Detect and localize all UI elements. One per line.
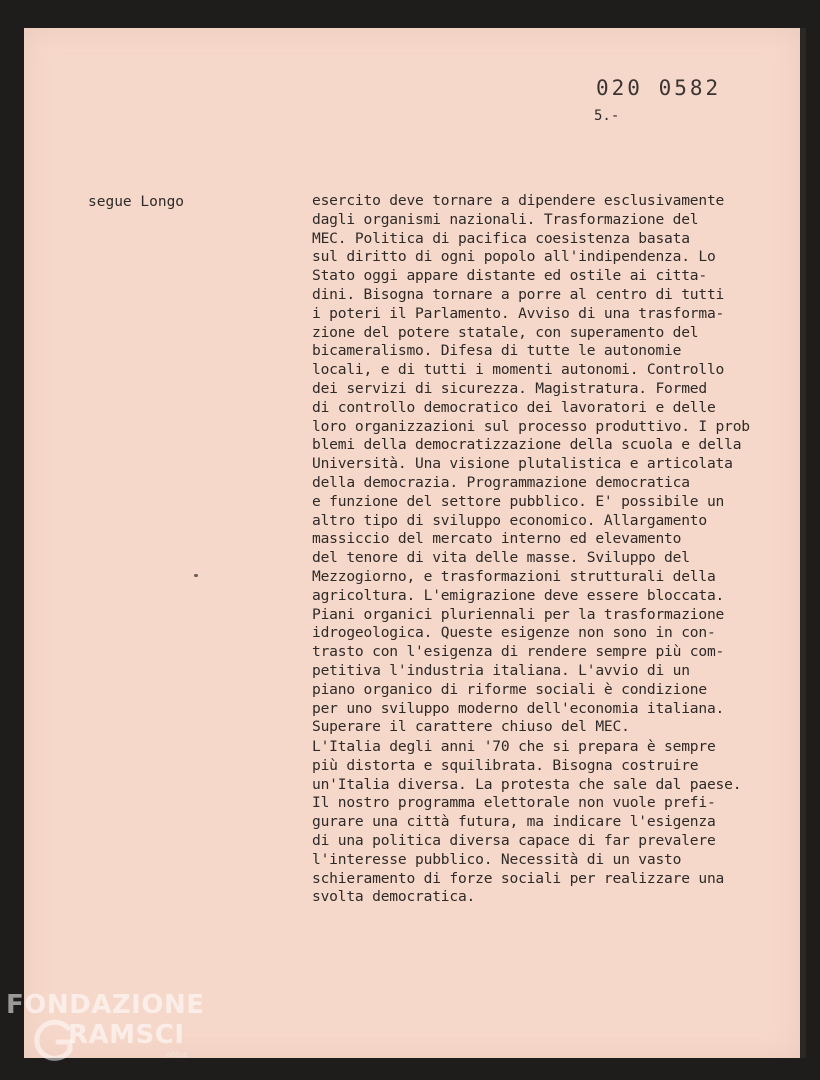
text-line: massiccio del mercato interno ed elevamento — [312, 530, 682, 548]
text-line: Superare il carattere chiuso del MEC. — [312, 718, 630, 736]
text-line: e funzione del settore pubblico. E' possibile un — [312, 492, 725, 510]
ink-speck — [194, 574, 198, 577]
text-line: dagli organismi nazionali. Trasformazione del — [312, 210, 699, 228]
text-line: trasto con l'esigenza di rendere sempre più com- — [312, 643, 725, 661]
text-line: schieramento di forze sociali per realizzare una — [312, 869, 725, 887]
text-line: di controllo democratico dei lavoratori e delle — [312, 398, 716, 416]
document-number: 020 0582 — [596, 76, 722, 100]
text-line: MEC. Politica di pacifica coesistenza basata — [312, 229, 690, 247]
text-line: del tenore di vita delle masse. Sviluppo del — [312, 549, 690, 567]
text-line: altro tipo di sviluppo economico. Allargamento — [312, 511, 707, 529]
text-line: un'Italia diversa. La protesta che sale dal paese. — [312, 775, 742, 793]
text-line: agricoltura. L'emigrazione deve essere bloccata. — [312, 586, 725, 604]
speaker-label: segue Longo — [88, 194, 185, 210]
text-line: Mezzogiorno, e trasformazioni strutturali della — [312, 567, 716, 585]
page-number: 5.- — [594, 108, 620, 124]
text-line: piano organico di riforme sociali è condizione — [312, 680, 707, 698]
text-line: l'interesse pubblico. Necessità di un vasto — [312, 850, 682, 868]
text-line: Piani organici pluriennali per la trasformazione — [312, 605, 725, 623]
text-line: Stato oggi appare distante ed ostile ai citta- — [312, 267, 707, 285]
text-line: i poteri il Parlamento. Avviso di una trasforma- — [312, 304, 725, 322]
text-line: loro organizzazioni sul processo produttivo. I prob — [312, 417, 750, 435]
text-line: petitiva l'industria italiana. L'avvio di un — [312, 661, 690, 679]
text-line: dei servizi di sicurezza. Magistratura. Formed — [312, 379, 707, 397]
watermark-suffix: onlus — [166, 1050, 188, 1059]
watermark-line1: FONDAZIONE — [6, 990, 205, 1020]
text-line: più distorta e squilibrata. Bisogna costruire — [312, 756, 699, 774]
text-line: idrogeologica. Queste esigenze non sono in con- — [312, 624, 716, 642]
text-line: gurare una città futura, ma indicare l'esigenza — [312, 813, 716, 831]
text-line: per uno sviluppo moderno dell'economia italiana. — [312, 699, 725, 717]
text-line: di una politica diversa capace di far prevalere — [312, 831, 716, 849]
paragraph-2 — [312, 738, 741, 907]
sheet-edge — [800, 28, 806, 1058]
text-line: Università. Una visione plutalistica e articolata — [312, 455, 733, 473]
text-line: bicameralismo. Difesa di tutte le autonomie — [312, 342, 682, 360]
fondazione-gramsci-watermark — [6, 990, 206, 1070]
watermark-line2: RAMSCI — [68, 1020, 185, 1050]
text-line: zione del potere statale, con superamento del — [312, 323, 699, 341]
text-line: dini. Bisogna tornare a porre al centro di tutti — [312, 285, 725, 303]
paragraph-1 — [312, 192, 750, 737]
text-line: L'Italia degli anni '70 che si prepara è sempre — [312, 738, 716, 755]
text-line: sul diritto di ogni popolo all'indipendenza. Lo — [312, 248, 716, 266]
text-line: blemi della democratizzazione della scuola e della — [312, 436, 742, 454]
text-line: locali, e di tutti i momenti autonomi. Controllo — [312, 361, 725, 379]
text-line: svolta democratica. — [312, 888, 476, 906]
text-line: Il nostro programma elettorale non vuole prefi- — [312, 794, 716, 812]
text-line: della democrazia. Programmazione democratica — [312, 473, 690, 491]
text-line: esercito deve tornare a dipendere esclusivamente — [312, 192, 725, 209]
